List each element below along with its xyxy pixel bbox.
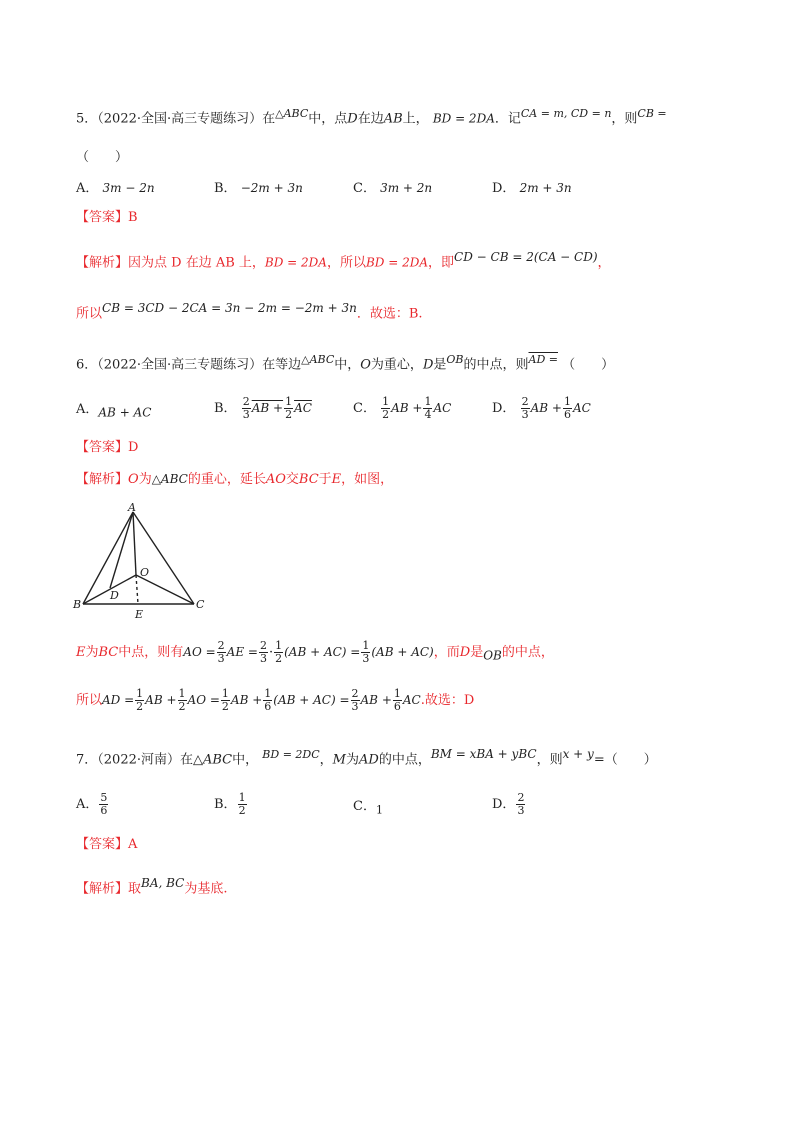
q6-analysis-text-c: 为 xyxy=(138,472,152,487)
q6-option-a[interactable] xyxy=(76,400,151,423)
q6-a3-ao: AO = xyxy=(187,693,220,707)
q5-analysis-2-text: 所以 xyxy=(76,306,103,322)
q7-option-c[interactable] xyxy=(353,797,383,821)
q6-a2-ob: OB xyxy=(483,648,502,663)
q6-a3-ac: AC xyxy=(402,693,421,707)
q5-ask: CB = xyxy=(637,107,667,120)
q5-stem-text: 5．（2022·全国·高三专题练习）在 xyxy=(76,111,276,127)
q5-condition-2: CA = m, CD = n xyxy=(520,107,612,120)
frac-den: 6 xyxy=(100,804,108,817)
q5-option-a[interactable] xyxy=(76,178,155,199)
q6-point-o: O xyxy=(360,357,371,373)
q7-option-a-label: A． xyxy=(76,797,99,812)
q5-option-c-value: 3m + 2n xyxy=(380,181,433,195)
q6-a2-d: D xyxy=(459,645,471,660)
q5-analysis-1-text-c: ，即 xyxy=(428,255,455,271)
q7-text-g: =（ ） xyxy=(593,752,657,768)
frac-num: 1 xyxy=(285,395,293,408)
q7-abc: ABC xyxy=(203,752,233,768)
q6-d-vec-1: AB + xyxy=(530,401,562,415)
q6-analysis-1-label: 【解析】 xyxy=(76,472,129,487)
q5-stem xyxy=(76,104,667,129)
frac-num: 1 xyxy=(221,687,229,700)
segment-ao xyxy=(133,512,136,575)
frac xyxy=(361,640,370,665)
q5-analysis-1-text-d: ， xyxy=(597,255,611,271)
q7-option-d-label: D． xyxy=(492,797,516,812)
q6-text-e: 是 xyxy=(433,357,447,373)
q6-point-d: D xyxy=(422,357,434,373)
frac-den: 2 xyxy=(275,652,283,665)
q6-c-vec-2: AC xyxy=(433,401,452,415)
q6-analysis-text-g: 交 xyxy=(285,472,299,487)
q6-paren: （ ） xyxy=(562,357,615,373)
q5-point-d: D xyxy=(347,111,358,127)
label-o: O xyxy=(140,566,150,579)
q5-text-c: 在边 xyxy=(357,111,384,127)
q6-option-b-label: B． xyxy=(214,401,237,416)
q7-option-c-label: C． xyxy=(353,799,376,814)
q5-option-d-value: 2m + 3n xyxy=(519,181,572,195)
q6-a3-end: .故选：D xyxy=(420,693,475,708)
q5-segment-ab: AB xyxy=(383,111,403,127)
q5-text-e: 上， xyxy=(402,111,429,127)
segment-co xyxy=(136,575,194,604)
frac-num: 2 xyxy=(242,395,250,408)
q6-a2-sum-2: (AB + AC) xyxy=(371,645,434,659)
label-b: B xyxy=(73,598,82,611)
q6-triangle: △ABC xyxy=(301,353,335,366)
frac-den: 3 xyxy=(351,700,359,713)
q5-option-b-value: −2m + 3n xyxy=(240,181,303,195)
q6-b-vec-2: $\overline{AC}$ xyxy=(294,401,312,415)
label-e: E xyxy=(135,608,144,621)
q6-stem-text: 6．（2022·全国·高三专题练习）在等边 xyxy=(76,357,302,373)
triangle-figure xyxy=(70,500,210,625)
frac xyxy=(263,688,272,713)
q7-ad: AD xyxy=(359,752,379,768)
q5-text-g: ，则 xyxy=(611,111,638,127)
q5-paren: （ ） xyxy=(76,150,129,165)
frac-num: 1 xyxy=(393,687,401,700)
q6-text-f: 的中点，则 xyxy=(463,357,529,373)
q7-ask: x + y xyxy=(562,747,594,761)
frac-den: 2 xyxy=(285,408,293,421)
frac-den: 6 xyxy=(563,408,571,421)
q7-option-b[interactable] xyxy=(214,792,248,817)
q7-condition-2: BM = xBA + yBC xyxy=(430,747,537,761)
q6-ask: AD = xyxy=(528,353,558,366)
q5-text-f: ．记 xyxy=(494,111,521,127)
frac xyxy=(178,688,187,713)
q6-d-frac-1 xyxy=(521,396,530,421)
q6-analysis-text-e: 的重心，延长 xyxy=(187,472,266,487)
frac-den: 3 xyxy=(521,408,529,421)
frac-num: 1 xyxy=(563,395,571,408)
q6-a2-math xyxy=(183,639,434,665)
frac-den: 2 xyxy=(221,700,229,713)
label-d: D xyxy=(110,589,119,602)
frac-num: 1 xyxy=(136,687,144,700)
q6-a2-ae: AE = xyxy=(226,645,258,659)
frac-num: 5 xyxy=(100,791,108,804)
q5-answer: 【答案】B xyxy=(76,210,138,225)
q5-triangle: △ABC xyxy=(275,107,309,120)
frac-den: 3 xyxy=(217,652,225,665)
q7-text-d: 为 xyxy=(345,752,359,768)
q6-a2-text-j: ，而 xyxy=(433,645,460,660)
q6-b-frac-1 xyxy=(242,396,251,421)
q5-option-b[interactable] xyxy=(214,178,303,199)
q5-option-d-label: D． xyxy=(492,181,516,196)
q6-option-c[interactable] xyxy=(353,396,451,421)
q6-a3-ab: AB + xyxy=(145,693,177,707)
segment-ad xyxy=(110,512,133,588)
q7-text-b: 中， xyxy=(232,752,259,768)
q5-option-c[interactable] xyxy=(353,178,432,199)
q6-stem xyxy=(76,350,614,375)
q5-analysis-1 xyxy=(76,247,611,273)
frac xyxy=(99,792,108,817)
q6-a3-sum: (AB + AC) = xyxy=(273,693,350,707)
q6-text-c: 为重心， xyxy=(370,357,423,373)
q6-d-vec-2: AC xyxy=(572,401,591,415)
q5-option-d[interactable] xyxy=(492,178,572,199)
q6-a2-text-b: 为 xyxy=(85,645,99,660)
q7-m: M xyxy=(332,752,346,768)
frac-num: 1 xyxy=(238,791,246,804)
frac-den: 4 xyxy=(424,408,432,421)
frac-num: 2 xyxy=(351,687,359,700)
q6-analysis-text-i: 于 xyxy=(318,472,332,487)
frac xyxy=(516,792,525,817)
q7-analysis xyxy=(76,873,228,899)
q6-a2-sum: (AB + AC) = xyxy=(284,645,361,659)
q5-analysis-1-math-c: CD − CB = 2(CA − CD) xyxy=(454,250,598,264)
q6-option-d[interactable] xyxy=(492,396,591,421)
q6-b-frac-2 xyxy=(284,396,293,421)
q6-option-d-label: D． xyxy=(492,401,516,416)
q5-analysis-1-math-a: BD = 2DA xyxy=(264,255,327,270)
q6-analysis-3 xyxy=(76,688,474,713)
q6-c-vec-1: AB + xyxy=(391,401,423,415)
q5-analysis-2-math: CB = 3CD − 2CA = 3n − 2m = −2m + 3n xyxy=(102,301,357,315)
q6-a3-ad: AD = xyxy=(102,693,135,707)
q6-d-frac-2 xyxy=(563,396,572,421)
q6-a2-dot: · xyxy=(268,645,274,660)
q7-text-e: 的中点， xyxy=(378,752,431,768)
q6-answer: 【答案】D xyxy=(76,440,139,455)
q7-option-d[interactable] xyxy=(492,792,526,817)
frac-num: 1 xyxy=(362,639,370,652)
q6-segment-ob: OB xyxy=(446,353,464,366)
q6-option-a-value: AB + AC xyxy=(98,405,152,420)
frac xyxy=(238,792,247,817)
frac-num: 1 xyxy=(275,639,283,652)
q7-option-c-value: 1 xyxy=(375,803,383,817)
frac-den: 3 xyxy=(259,652,267,665)
q6-a2-ao: AO = xyxy=(183,645,216,659)
frac-num: 2 xyxy=(217,639,225,652)
frac-den: 3 xyxy=(362,652,370,665)
segment-oe xyxy=(136,575,138,604)
q6-option-b[interactable] xyxy=(214,396,312,421)
q5-analysis-1-text-b: ，所以 xyxy=(326,255,366,271)
q6-a3-text: 所以 xyxy=(76,693,103,708)
q6-analysis-text-k: ，如图， xyxy=(341,472,394,487)
q6-a2-e: E xyxy=(76,645,86,660)
q7-condition-1: BD = 2DC xyxy=(262,748,320,761)
q5-option-a-value: 3m − 2n xyxy=(102,181,155,195)
frac xyxy=(217,640,226,665)
q6-option-a-label: A． xyxy=(76,402,99,417)
q6-a2-text-d: 中点，则有 xyxy=(118,645,184,660)
frac-num: 1 xyxy=(264,687,272,700)
q7-text-c: ， xyxy=(319,752,333,768)
q5-option-c-label: C． xyxy=(353,181,376,196)
q6-a2-text-l: 是 xyxy=(470,645,484,660)
q5-analysis-2-text-b: ．故选：B. xyxy=(356,306,423,322)
q5-analysis-1-math-b: BD = 2DA xyxy=(365,255,429,270)
frac xyxy=(259,640,268,665)
frac-num: 1 xyxy=(178,687,186,700)
frac-den: 3 xyxy=(517,804,525,817)
q6-analysis-1 xyxy=(76,469,393,490)
frac-den: 6 xyxy=(393,700,401,713)
q6-analysis-e: E xyxy=(331,472,342,487)
q5-text-b: 中，点 xyxy=(308,111,348,127)
frac-num: 2 xyxy=(517,791,525,804)
frac-num: 1 xyxy=(424,395,432,408)
q6-a3-math xyxy=(102,687,421,713)
q5-option-b-label: B． xyxy=(214,181,237,196)
frac-den: 2 xyxy=(178,700,186,713)
q6-a3-ab-3: AB + xyxy=(360,693,392,707)
q5-option-a-label: A． xyxy=(76,181,99,196)
q6-text-b: 中， xyxy=(334,357,361,373)
frac-den: 2 xyxy=(238,804,246,817)
q7-analysis-basis: BA, BC xyxy=(141,876,185,890)
q7-text-f: ，则 xyxy=(536,752,563,768)
q6-analysis-bc: BC xyxy=(298,472,319,487)
label-c: C xyxy=(196,598,205,611)
q5-condition-1: BD = 2DA xyxy=(432,111,495,126)
label-a: A xyxy=(128,501,136,514)
q7-option-a[interactable] xyxy=(76,792,109,817)
q6-c-frac-1 xyxy=(381,396,390,421)
q6-analysis-ao: AO xyxy=(265,472,286,487)
q6-analysis-o: O xyxy=(128,472,139,487)
q5-analysis-2 xyxy=(76,298,423,324)
frac xyxy=(135,688,144,713)
frac xyxy=(393,688,402,713)
q6-a3-ab-2: AB + xyxy=(230,693,263,707)
q7-analysis-text: 【解析】取 xyxy=(76,881,142,897)
q5-analysis-1-text: 【解析】因为点 D 在边 AB 上， xyxy=(76,255,265,271)
q7-option-b-label: B． xyxy=(214,797,237,812)
frac-num: 2 xyxy=(521,395,529,408)
frac-den: 6 xyxy=(264,700,272,713)
frac xyxy=(221,688,230,713)
q6-option-c-label: C． xyxy=(353,401,376,416)
q6-b-vec-1: AB + xyxy=(251,401,284,415)
frac-num: 1 xyxy=(382,395,390,408)
frac xyxy=(351,688,360,713)
frac-num: 2 xyxy=(259,639,267,652)
q6-analysis-triangle: △ABC xyxy=(151,472,188,486)
q7-answer: 【答案】A xyxy=(76,837,138,852)
q6-analysis-2 xyxy=(76,640,554,666)
q6-a2-bc: BC xyxy=(98,645,119,660)
frac-den: 2 xyxy=(136,700,144,713)
frac xyxy=(274,640,283,665)
q6-a2-text-n: 的中点， xyxy=(501,645,554,660)
frac-den: 2 xyxy=(382,408,390,421)
q6-c-frac-2 xyxy=(423,396,432,421)
q7-analysis-text-c: 为基底. xyxy=(184,881,228,897)
q7-stem-text: 7．（2022·河南）在△ xyxy=(76,752,203,768)
segment-ac xyxy=(133,512,194,604)
q7-stem xyxy=(76,744,657,770)
frac-den: 3 xyxy=(242,408,250,421)
